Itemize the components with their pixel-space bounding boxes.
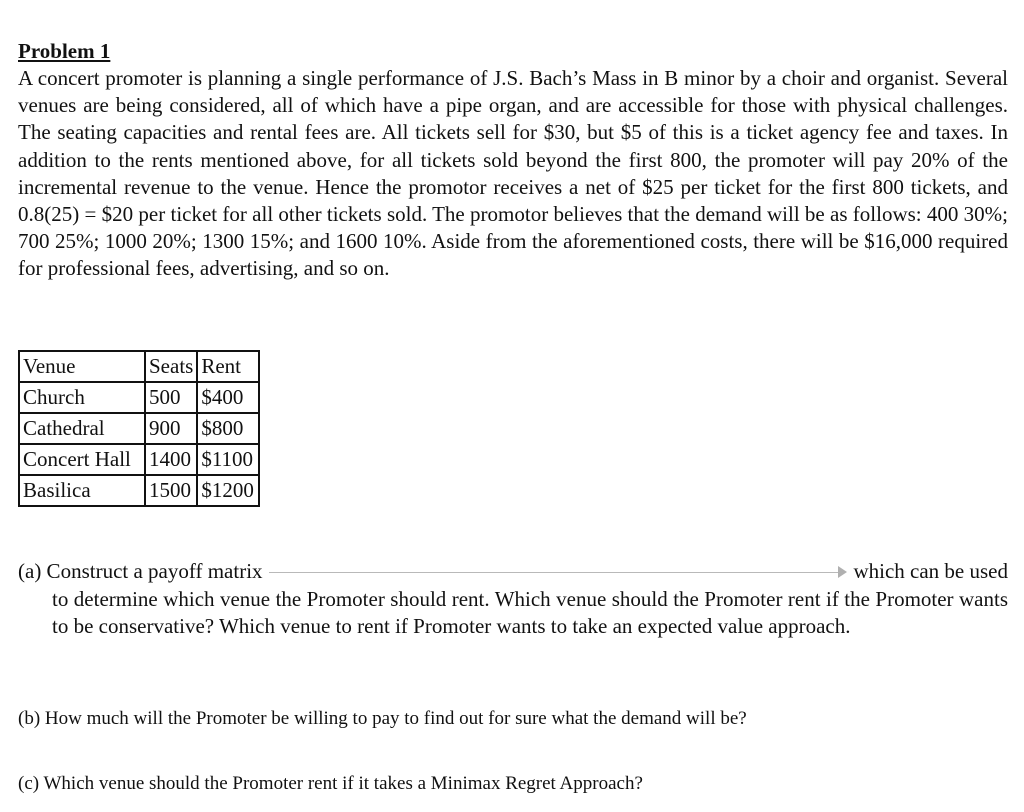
table-row: [19, 413, 259, 444]
header-venue: Venue: [19, 351, 145, 382]
rent-cell: $1100: [197, 444, 259, 475]
venue-table: [18, 350, 260, 507]
table-row: [19, 475, 259, 506]
venue-cell: Concert Hall: [19, 444, 145, 475]
question-a-rest: to determine which venue the Promoter should rent. Which venue should the Promoter rent if the Promoter wants to be conservative? Which venue to rent if Promoter wants to take an expected value approach.: [52, 586, 1008, 638]
venue-cell: Basilica: [19, 475, 145, 506]
rent-cell: $400: [197, 382, 259, 413]
rent-cell: $1200: [197, 475, 259, 506]
header-seats: Seats: [145, 351, 197, 382]
seats-cell: 900: [145, 413, 197, 444]
venue-cell: Cathedral: [19, 413, 145, 444]
problem-statement: A concert promoter is planning a single performance of J.S. Bach’s Mass in B minor by a choir and organist. Several venues are being considered, all of which have a pipe organ, and are accessible for those with physical challenges. The seating capacities and rental fees are. All tickets sell for $30, but $5 of this is a ticket agency fee and taxes. In addition to the rents mentioned above, for all tickets sold beyond the first 800, the promoter will pay 20% of the incremental revenue to the venue. Hence the promotor receives a net of $25 per ticket for the first 800 tickets, and 0.8(25) = $20 per ticket for all other tickets sold. The promotor believes that the demand will be as follows: 400 30%; 700 25%; 1000 20%; 1300 15%; and 1600 10%. Aside from the aforementioned costs, there will be $16,000 required for professional fees, advertising, and so on.: [18, 66, 1008, 281]
rent-cell: $800: [197, 413, 259, 444]
seats-cell: 1400: [145, 444, 197, 475]
question-a-first-line: [18, 558, 1008, 586]
question-a-after-arrow: which can be used: [853, 559, 1008, 583]
question-c: (c) Which venue should the Promoter rent if it takes a Minimax Regret Approach?: [18, 773, 643, 794]
seats-cell: 1500: [145, 475, 197, 506]
table-header-row: [19, 351, 259, 382]
table-row: [19, 444, 259, 475]
header-rent: Rent: [197, 351, 259, 382]
problem-title: Problem 1: [18, 39, 111, 63]
arrow-icon: [269, 567, 848, 577]
question-a: [18, 558, 1008, 641]
seats-cell: 500: [145, 382, 197, 413]
venue-cell: Church: [19, 382, 145, 413]
table-row: [19, 382, 259, 413]
question-a-start: (a) Construct a payoff matrix: [18, 559, 263, 583]
question-b: (b) How much will the Promoter be willing to pay to find out for sure what the demand will be?: [18, 708, 747, 729]
